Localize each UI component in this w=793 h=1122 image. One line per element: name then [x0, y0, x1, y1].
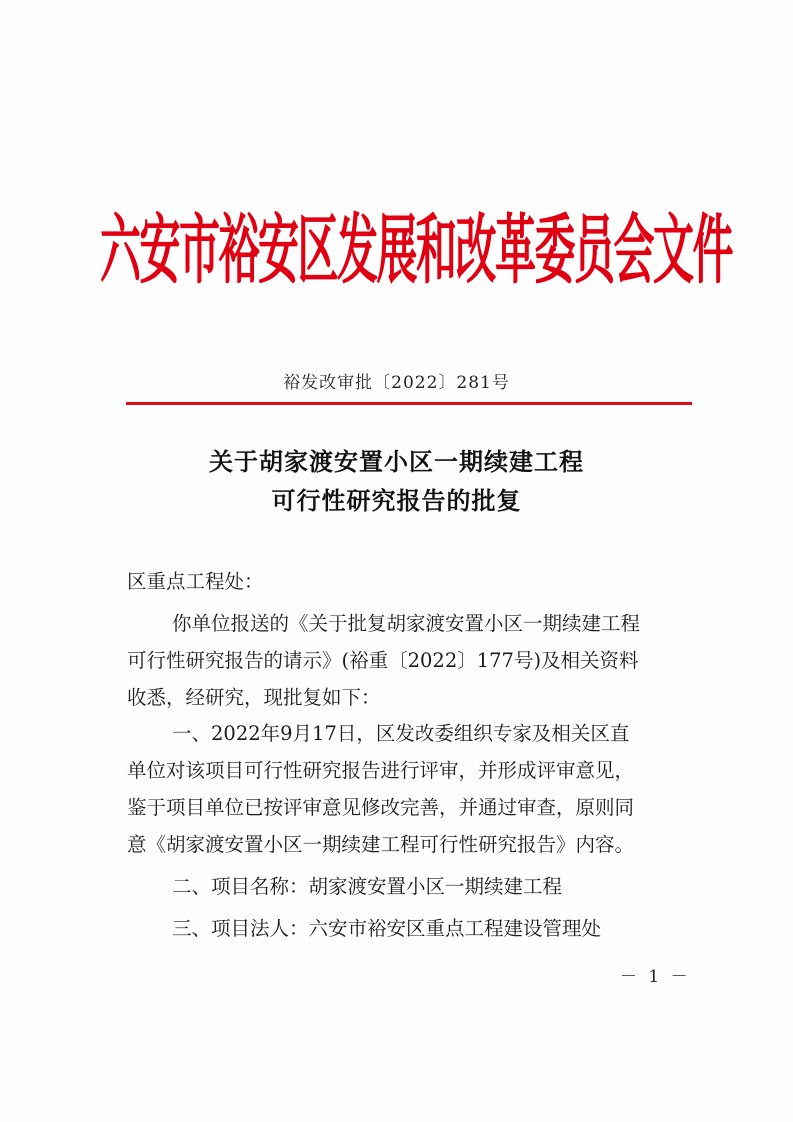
body-line-8: 二、项目名称：胡家渡安置小区一期续建工程 — [172, 875, 563, 898]
body-line-1: 你单位报送的《关于批复胡家渡安置小区一期续建工程 — [172, 612, 641, 635]
salutation: 区重点工程处： — [127, 570, 264, 593]
body-line-7: 意《胡家渡安置小区一期续建工程可行性研究报告》内容。 — [127, 833, 635, 856]
body-line-9: 三、项目法人：六安市裕安区重点工程建设管理处 — [172, 917, 602, 940]
document-title-line-2: 可行性研究报告的批复 — [271, 487, 522, 515]
body-line-5: 单位对该项目可行性研究报告进行评审，并形成评审意见， — [127, 759, 635, 782]
red-divider-line — [126, 402, 692, 405]
masthead-title: 六安市裕安区发展和改革委员会文件 — [100, 205, 732, 295]
page-number: － 1 － — [620, 967, 691, 987]
body-line-2: 可行性研究报告的请示》(裕重〔2022〕177号)及相关资料 — [127, 649, 639, 672]
body-line-3: 收悉，经研究，现批复如下： — [127, 686, 381, 709]
body-line-6: 鉴于项目单位已按评审意见修改完善，并通过审查，原则同 — [127, 796, 635, 819]
body-line-4: 一、2022年9月17日，区发改委组织专家及相关区直 — [172, 722, 630, 745]
document-number: 裕发改审批〔2022〕281号 — [283, 373, 510, 393]
document-title-line-1: 关于胡家渡安置小区一期续建工程 — [209, 448, 584, 476]
